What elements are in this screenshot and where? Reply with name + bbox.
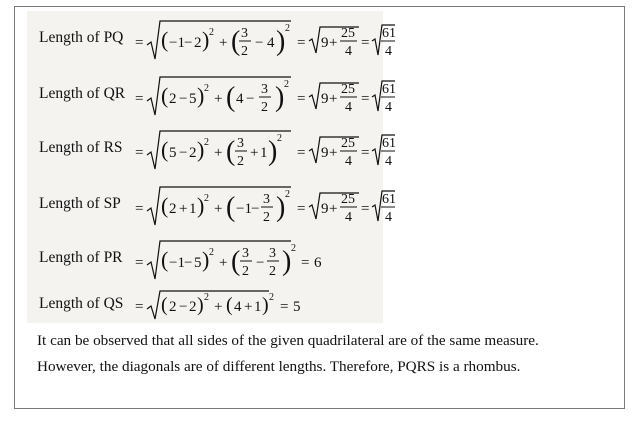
close-paren: ): [202, 247, 210, 272]
fraction-numerator: 61: [382, 82, 396, 97]
term-b: 2: [189, 299, 197, 315]
close-paren: ): [202, 27, 210, 52]
term-int: 9: [321, 201, 329, 217]
fraction-numerator: 3: [237, 136, 244, 151]
operator: −: [251, 201, 260, 217]
equals-sign: =: [135, 255, 144, 271]
equation-label: Length of PR: [39, 249, 123, 266]
fraction-numerator: 25: [341, 192, 355, 207]
operator: +: [179, 201, 188, 217]
open-paren: (: [226, 82, 236, 113]
term-a: −1: [169, 35, 185, 51]
equals-sign: =: [297, 145, 306, 161]
equals-sign: =: [280, 299, 289, 315]
plus-sign: +: [214, 145, 223, 161]
open-paren: (: [226, 294, 233, 316]
term-a: 2: [169, 299, 177, 315]
close-paren: ): [197, 294, 204, 316]
equation-label: Length of RS: [39, 139, 123, 156]
fraction-numerator: 25: [341, 82, 355, 97]
open-paren: (: [161, 83, 169, 108]
close-paren: ): [275, 82, 285, 113]
result-value: 5: [293, 299, 301, 315]
open-paren: (: [161, 193, 169, 218]
fraction-denominator: 4: [345, 154, 352, 169]
close-paren: ): [197, 137, 205, 162]
exponent: 2: [277, 133, 282, 144]
fraction-denominator: 2: [269, 264, 276, 279]
exponent: 2: [269, 292, 274, 303]
equals-sign: =: [135, 201, 144, 217]
plus-sign: +: [329, 91, 338, 107]
fraction-denominator: 4: [385, 44, 392, 59]
term-d: 1: [254, 299, 262, 315]
fraction-denominator: 2: [261, 100, 268, 115]
plus-sign: +: [219, 255, 228, 271]
conclusion-line-2: However, the diagonals are of different lengths. Therefore, PQRS is a rhombus.: [37, 358, 521, 375]
equation-math: [39, 127, 395, 175]
term-b: 5: [189, 91, 197, 107]
open-paren: (: [231, 246, 241, 277]
term-b: 5: [194, 255, 202, 271]
exponent: 2: [204, 137, 209, 148]
fraction-denominator: 2: [237, 154, 244, 169]
fraction-denominator: 2: [242, 264, 249, 279]
term-d: 4: [267, 35, 275, 51]
equals-sign: =: [361, 35, 370, 51]
conclusion-text: [37, 328, 629, 380]
plus-sign: +: [219, 35, 228, 51]
plus-sign: +: [214, 91, 223, 107]
plus-sign: +: [214, 201, 223, 217]
fraction-denominator: 4: [385, 210, 392, 225]
operator: −: [179, 299, 188, 315]
exponent: 2: [204, 193, 209, 204]
equation-label: Length of QR: [39, 85, 126, 102]
operator: −: [255, 35, 264, 51]
close-paren: ): [276, 192, 286, 223]
equals-sign: =: [361, 145, 370, 161]
term-b: 2: [194, 35, 202, 51]
term-a: 5: [169, 145, 177, 161]
exponent: 2: [204, 292, 209, 303]
open-paren: (: [161, 247, 169, 272]
plus-sign: +: [329, 201, 338, 217]
conclusion-line-1: It can be observed that all sides of the given quadrilateral are of the same measure.: [37, 332, 539, 349]
plus-sign: +: [214, 299, 223, 315]
close-paren: ): [197, 83, 205, 108]
equals-sign: =: [297, 35, 306, 51]
fraction-denominator: 4: [385, 100, 392, 115]
plus-sign: +: [329, 35, 338, 51]
fraction-numerator: 3: [241, 26, 248, 41]
operator: −: [184, 35, 193, 51]
term-int: 9: [321, 91, 329, 107]
exponent: 2: [285, 189, 290, 200]
term-b: 1: [189, 201, 197, 217]
operator: +: [244, 299, 253, 315]
fraction-denominator: 4: [345, 210, 352, 225]
exponent: 2: [209, 247, 214, 258]
equation-math: [39, 237, 339, 285]
equals-sign: =: [135, 35, 144, 51]
fraction-denominator: 4: [385, 154, 392, 169]
exponent: 2: [209, 27, 214, 38]
fraction-numerator: 61: [382, 26, 396, 41]
term-d: 4: [236, 91, 244, 107]
term-d: −1: [236, 201, 252, 217]
term-d: 1: [260, 145, 268, 161]
equation-math: [39, 17, 395, 65]
equations-panel: [27, 11, 396, 323]
close-paren: ): [276, 26, 286, 57]
solution-frame: [14, 6, 625, 409]
open-paren: (: [161, 27, 169, 52]
plus-sign: +: [329, 145, 338, 161]
equals-sign: =: [361, 201, 370, 217]
exponent: 2: [204, 83, 209, 94]
equals-sign: =: [135, 91, 144, 107]
exponent: 2: [285, 23, 290, 34]
equation-label: Length of QS: [39, 295, 124, 312]
term-int: 9: [321, 145, 329, 161]
operator: −: [246, 91, 255, 107]
open-paren: (: [161, 294, 168, 316]
open-paren: (: [226, 192, 236, 223]
exponent: 2: [291, 243, 296, 254]
equals-sign: =: [301, 255, 310, 271]
fraction-numerator: 3: [242, 246, 249, 261]
open-paren: (: [231, 26, 241, 57]
operator: −: [179, 91, 188, 107]
fraction-denominator: 4: [345, 100, 352, 115]
equals-sign: =: [297, 91, 306, 107]
result-value: 6: [314, 255, 322, 271]
fraction-numerator: 3: [269, 246, 276, 261]
operator: −: [184, 255, 193, 271]
close-paren: ): [268, 136, 278, 167]
equals-sign: =: [361, 91, 370, 107]
fraction-numerator: 3: [263, 192, 270, 207]
operator: +: [250, 145, 259, 161]
equation-label: Length of SP: [39, 195, 121, 212]
term-int: 9: [321, 35, 329, 51]
fraction-numerator: 3: [261, 82, 268, 97]
term-a: 2: [169, 91, 177, 107]
operator: −: [256, 255, 265, 271]
term-d: 4: [234, 299, 242, 315]
fraction-numerator: 61: [382, 192, 396, 207]
fraction-numerator: 61: [382, 136, 396, 151]
operator: −: [179, 145, 188, 161]
equation-math: [39, 73, 395, 121]
fraction-denominator: 2: [263, 210, 270, 225]
exponent: 2: [284, 79, 289, 90]
open-paren: (: [226, 136, 236, 167]
term-b: 2: [189, 145, 197, 161]
equation-math: [39, 287, 339, 323]
equals-sign: =: [297, 201, 306, 217]
equals-sign: =: [135, 299, 144, 315]
fraction-numerator: 25: [341, 136, 355, 151]
fraction-denominator: 2: [241, 44, 248, 59]
open-paren: (: [161, 137, 169, 162]
term-a: −1: [169, 255, 185, 271]
fraction-denominator: 4: [345, 44, 352, 59]
equals-sign: =: [135, 145, 144, 161]
equation-label: Length of PQ: [39, 29, 124, 46]
term-a: 2: [169, 201, 177, 217]
close-paren: ): [262, 294, 269, 316]
close-paren: ): [282, 246, 292, 277]
fraction-numerator: 25: [341, 26, 355, 41]
equation-math: [39, 183, 395, 231]
close-paren: ): [197, 193, 205, 218]
